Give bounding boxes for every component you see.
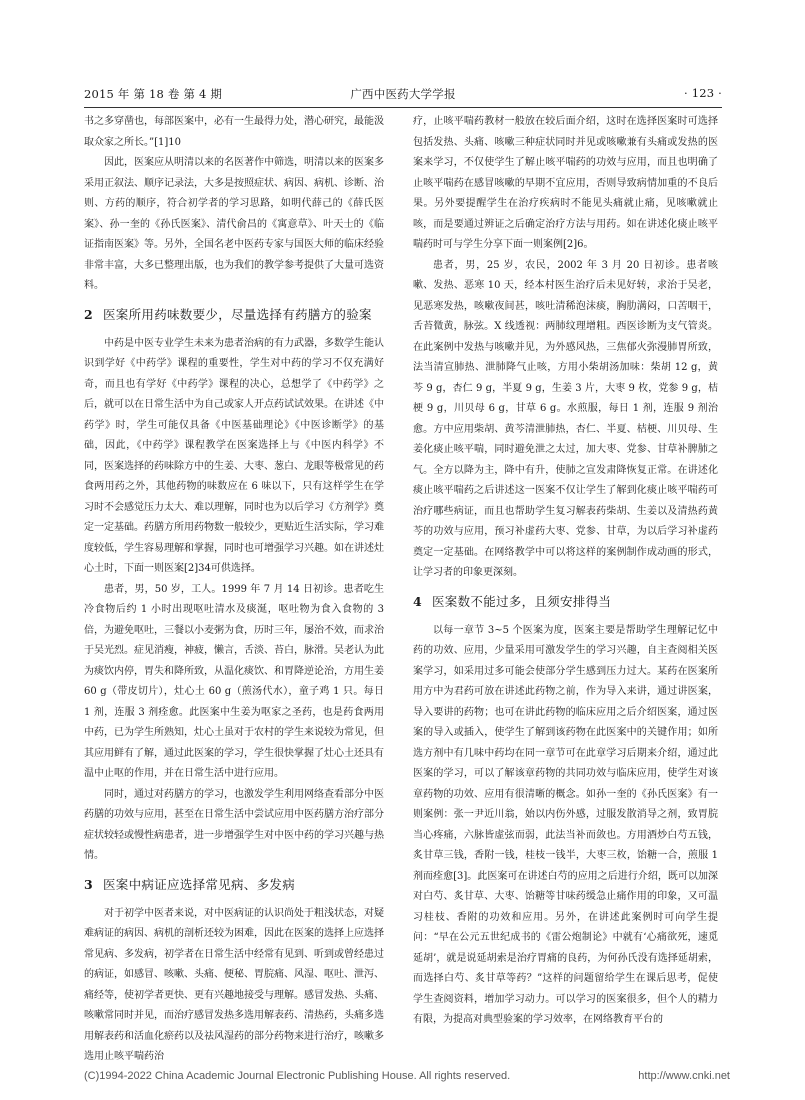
section-title: 医案所用药味数要少，尽量选择有药膳方的验案	[103, 306, 372, 322]
cnki-url[interactable]: http://www.cnki.net	[638, 1070, 730, 1082]
journal-title: 广西中医药大学学报	[350, 87, 456, 101]
right-column	[413, 112, 718, 1052]
body-paragraph: 中药是中医专业学生未来为患者治病的有力武器，多数学生能认识到学好《中药学》课程的重要性，学生对中药的学习不仅充满好奇，而且也有学好《中药学》课程的决心，总想学了《中药学》之后，就可以在日常生活中为自己或家人开点药试试效果。在讲述《中药学》时，学生可能仅具备《中医基础理论》《中医诊断学》的基础，因此，《中药学》课程教学在医案选择上与《中医内科学》不同，医案选择的药味除方中的生姜、大枣、葱白、龙眼等极常见的药食两用药之外，其他药物的味数应在 6 味以下，只有这样学生在学习时不会感觉压力太大、难以理解，同时也为以后学习《方剂学》奠定一定基础。药膳方所用药物数一般较少，更贴近生活实际，学习难度较低，学生容易理解和掌握，同时也可增强学习兴趣。如在讲述灶心土时，下面一则医案[2]34可供选择。	[84, 337, 384, 574]
body-paragraph: 对于初学中医者来说，对中医病证的认识尚处于粗浅状态，对疑难病证的病因、病机的剖析还较为困难，因此在医案的选择上应选择常见病、多发病，初学者在日常生活中经常有见到、听到或曾经患过的病证，如感冒、咳嗽、头痛、便秘、胃脘痛、风湿、呕吐、泄泻、痛经等，使初学者更快、更有兴趣地接受与理解。感冒发热、头痛、咳嗽常同时并见，而治疗感冒发热多选用解表药、清热药，头痛多选用解表药和活血化瘀药以及祛风湿药的部分药物来进行治疗，咳嗽多选用止咳平喘药治	[84, 907, 384, 1062]
section-heading	[84, 875, 384, 895]
section-number: 3	[84, 876, 93, 892]
section-heading	[84, 305, 384, 325]
body-paragraph: 患者，男，50 岁，工人。1999 年 7 月 14 日初诊。患者吃生冷食物后约 1 小时出现呕吐清水及痰涎，呕吐物为食入食物的 3 倍，为避免呕吐，三餐以小麦粥为食，历时三年，屡治不效，而求治于吴光烈。症见消瘦，神疲，懒言，舌淡、苔白，脉滑。吴老认为此为痰饮内停，胃失和降所致，从温化痰饮、和胃降逆论治，方用生姜 60 g（带皮切片），灶心土 60 g（煎汤代水），童子鸡 1 只。每日 1 剂，连服 3 剂痊愈。此医案中生姜为呕家之圣药，也是药食两用中药，已为学生所熟知，灶心土虽对于农村的学生来说较为常见，但其应用鲜有了解，通过此医案的学习，学生很快掌握了灶心土还具有温中止呕的作用，并在日常生活中进行应用。	[84, 583, 384, 779]
journal-issue: 2015 年 第 18 卷 第 4 期	[84, 87, 223, 101]
copyright-text: (C)1994-2022 China Academic Journal Electronic Publishing House. All rights reserved.	[84, 1070, 511, 1082]
body-paragraph: 疗，止咳平喘药教材一般放在较后面介绍，这时在选择医案时可选择包括发热、头痛、咳嗽三种症状同时并见或咳嗽兼有头痛或发热的医案来学习，不仅使学生了解止咳平喘药的功效与应用，而且也明确了止咳平喘药在感冒咳嗽的早期不宜应用，否则导致病情加重的不良后果。另外要提醒学生在治疗疾病时不能见头痛就止痛，见咳嗽就止咳，而是要通过辨证之后确定治疗方法与用药。如在讲述化痰止咳平喘药时可与学生分享下面一则案例[2]6。	[413, 116, 718, 250]
section-number: 4	[413, 593, 422, 609]
body-paragraph: 以每一章节 3~5 个医案为度，医案主要是帮助学生理解记忆中药的功效、应用，少量采用可激发学生的学习兴趣，自主查阅相关医案学习，如采用过多可能会使部分学生感到压力过大。某药在医案所用方中为君药可放在讲述此药物之前，作为导入来讲，通过讲医案，导入要讲的药物；也可在讲此药物的临床应用之后介绍医案，通过医案的导入或插入，使学生了解到该药物在此医案中的关键作用；如所选方剂中有几味中药均在同一章节可在此章学习后期来介绍，通过此医案的学习，可以了解该章药物的共同功效与临床应用，使学生对该章药物的功效、应用有很清晰的概念。如孙一奎的《孙氏医案》有一则案例：张一尹近川翁，始以内伤外感，过服发散消导之剂，致胃脘当心疼痛，六脉皆虚弦而弱，此法当补而敛也。方用酒炒白芍五钱，炙甘草三钱，香附一钱，桂枝一钱半，大枣三枚，饴糖一合，煎服 1 剂而痊愈[3]。此医案可在讲述白芍的应用之后进行介绍，既可以加深对白芍、炙甘草、大枣、饴糖等甘味药缓急止痛作用的印象，又可温习桂枝、香附的功效和应用。另外，在讲述此案例时可向学生提问：“早在公元五世纪成书的《雷公炮制论》中就有‘心痛欲死，速觅延胡’，就是说延胡索是治疗胃痛的良药，为何孙氏没有选择延胡索，而选择白芍、炙甘草等药？”这样的问题留给学生在课后思考，促使学生查阅资料，增加学习动力。可以学习的医案很多，但个人的精力有限，为提高对典型验案的学习效率，在网络教育平台的	[413, 624, 718, 1025]
body-paragraph: 因此，医案应从明清以来的名医著作中筛选，明清以来的医案多采用正叙法、顺序记录法，大多是按照症状、病因、病机、诊断、治则、方药的顺序，符合初学者的学习思路，如明代薛己的《薛氏医案》、孙一奎的《孙氏医案》、清代俞昌的《寓意草》、叶天士的《临证指南医案》等。另外，全国名老中医药专家与国医大师的临床经验非常丰富，大多已整理出版，也为我们的教学参考提供了大量可选资料。	[84, 157, 384, 291]
body-paragraph: 同时，通过对药膳方的学习，也激发学生利用网络查看部分中医药膳的功效与应用，甚至在日常生活中尝试应用中医药膳方治疗部分症状较轻或慢性病患者，进一步增强学生对中医中药的学习兴趣与热情。	[84, 788, 384, 861]
copyright-footer	[84, 1070, 730, 1086]
section-title: 医案中病证应选择常见病、多发病	[103, 876, 296, 892]
section-number: 2	[84, 306, 93, 322]
section-title: 医案数不能过多，且须安排得当	[432, 593, 612, 609]
body-paragraph: 患者，男，25 岁，农民，2002 年 3 月 20 日初诊。患者咳嗽、发热、恶寒 10 天，经本村医生治疗后未见好转，求治于吴老，见恶寒发热，咳嗽夜间甚，咳吐清稀泡沫痰，胸肋满闷，口苦咽干，舌苔微黄，脉弦。X 线透视：两肺纹理增粗。西医诊断为支气管炎。在此案例中发热与咳嗽并见，为外感风热，三焦郁火弥漫肺胃所致，法当清宣肺热、泄肺降气止咳，方用小柴胡汤加味：柴胡 12 g，黄芩 9 g，杏仁 9 g，半夏 9 g，生姜 3 片，大枣 9 枚，党参 9 g，桔梗 9 g，川贝母 6 g，甘草 6 g。水煎服，每日 1 剂，连服 9 剂治愈。方中应用柴胡、黄芩清泄肺热，杏仁、半夏、桔梗、川贝母、生姜化痰止咳平喘，同时避免泄之太过，加大枣、党参、甘草补脾肺之气。全方以降为主，降中有升，使肺之宣发肃降恢复正常。在讲述化痰止咳平喘药之后讲述这一医案不仅让学生了解到化痰止咳平喘药可治疗哪些病证，而且也帮助学生复习解表药柴胡、生姜以及清热药黄芩的功效与应用，预习补虚药大枣、党参、甘草，为以后学习补虚药奠定一定基础。在网络教学中可以将这样的案例制作成动画的形式，让学习者的印象更深刻。	[413, 259, 718, 578]
section-heading	[413, 592, 718, 612]
body-paragraph: 书之多穿凿也，每部医案中，必有一生最得力处，潜心研究，最能汲取众家之所长。”[1]10	[84, 116, 384, 148]
header-rule	[84, 107, 722, 108]
running-header	[84, 86, 722, 102]
left-column	[84, 112, 384, 1062]
page-number: · 123 ·	[684, 86, 722, 100]
